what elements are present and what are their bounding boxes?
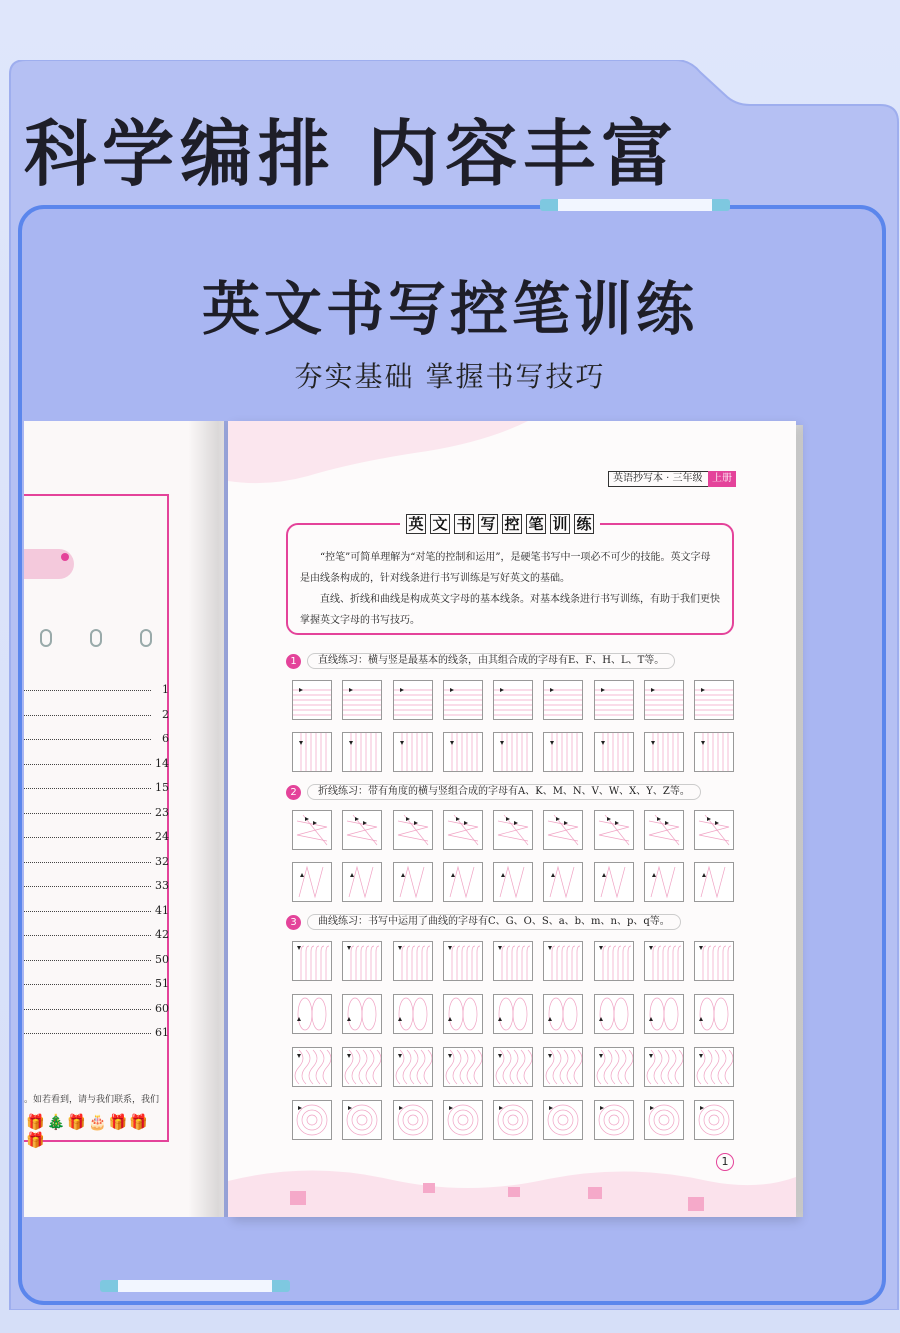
toc-page-number: 2	[162, 707, 169, 721]
practice-cell	[443, 941, 483, 981]
toc-leader	[24, 764, 151, 765]
practice-cell	[543, 810, 583, 850]
intro-title	[400, 511, 600, 537]
ring-icon	[140, 629, 152, 647]
practice-cell	[393, 941, 433, 981]
practice-cell	[443, 1047, 483, 1087]
practice-cell	[342, 994, 382, 1034]
practice-cell	[443, 862, 483, 902]
practice-cell	[694, 862, 734, 902]
toc-leader	[24, 960, 151, 961]
practice-cell	[443, 680, 483, 720]
practice-cell	[543, 732, 583, 772]
practice-row	[292, 862, 734, 902]
practice-cell	[342, 1100, 382, 1140]
practice-row	[292, 1047, 734, 1087]
toc-entry	[24, 1024, 169, 1044]
toc-leader	[24, 1033, 151, 1034]
ring-icon	[40, 629, 52, 647]
toc-page-number: 42	[155, 928, 169, 941]
intro-title-char: 写	[478, 514, 498, 534]
toc-page-number: 1	[162, 683, 169, 696]
toc-page-number: 60	[155, 1001, 169, 1015]
toc-page-number: 33	[155, 879, 169, 892]
practice-cell	[393, 732, 433, 772]
practice-cell	[644, 941, 684, 981]
practice-cell	[393, 810, 433, 850]
practice-cell	[393, 862, 433, 902]
practice-cell	[543, 1100, 583, 1140]
book-right-page	[228, 421, 796, 1217]
practice-cell	[393, 994, 433, 1034]
ring-icon	[90, 629, 102, 647]
practice-cell	[342, 680, 382, 720]
toc-entry	[24, 804, 169, 824]
intro-text	[300, 547, 720, 631]
practice-cell	[594, 732, 634, 772]
practice-cell	[493, 941, 533, 981]
practice-row	[292, 994, 734, 1034]
practice-cell	[694, 810, 734, 850]
practice-cell	[393, 1100, 433, 1140]
clip-top	[540, 199, 730, 211]
toc-entry	[24, 902, 169, 922]
toc-leader	[24, 984, 151, 985]
practice-cell	[493, 732, 533, 772]
practice-cell	[292, 732, 332, 772]
practice-cell	[493, 994, 533, 1034]
practice-cell	[292, 1100, 332, 1140]
intro-title-char: 文	[430, 514, 450, 534]
intro-title-char: 英	[406, 514, 426, 534]
bottom-wave-decoration	[228, 1161, 796, 1217]
section-2-head	[286, 784, 701, 800]
toc-leader	[24, 862, 151, 863]
toc-leader	[24, 911, 151, 912]
toc-leader	[24, 690, 151, 691]
toc-entry	[24, 975, 169, 995]
practice-cell	[594, 994, 634, 1034]
toc-page-number: 50	[155, 952, 169, 966]
practice-cell	[443, 732, 483, 772]
practice-cell	[292, 862, 332, 902]
practice-row	[292, 732, 734, 772]
clip-bottom	[100, 1280, 290, 1292]
practice-cell	[644, 1047, 684, 1087]
practice-cell	[292, 941, 332, 981]
toc-entry	[24, 926, 169, 946]
practice-cell	[543, 1047, 583, 1087]
feature-title: 英文书写控笔训练	[201, 275, 698, 343]
practice-cell	[644, 1100, 684, 1140]
toc-leader	[24, 715, 151, 716]
practice-cell	[644, 680, 684, 720]
practice-cell	[292, 810, 332, 850]
practice-cell	[594, 1047, 634, 1087]
practice-cell	[493, 810, 533, 850]
practice-cell	[694, 1100, 734, 1140]
section-badge: 1	[286, 654, 301, 669]
intro-title-char: 笔	[526, 514, 546, 534]
toc-entry	[24, 853, 169, 873]
section-3-head	[286, 914, 681, 930]
practice-cell	[543, 862, 583, 902]
page-header: 英语抄写本 · 三年级	[608, 471, 736, 487]
toc-entry	[24, 730, 169, 750]
practice-cell	[292, 1047, 332, 1087]
toc-entry	[24, 681, 169, 701]
toc-page-number: 23	[155, 805, 169, 819]
toc-leader	[24, 813, 151, 814]
toc-note: 。如若看到，请与我们联系，我们	[24, 1095, 160, 1105]
toc-leader	[24, 837, 151, 838]
practice-cell	[594, 1100, 634, 1140]
banner-title: 科学编排 内容丰富	[24, 112, 680, 196]
practice-cell	[694, 941, 734, 981]
toc-leader	[24, 739, 151, 740]
page-number: 1	[716, 1153, 734, 1171]
toc-entry	[24, 877, 169, 897]
toc-entry	[24, 828, 169, 848]
practice-cell	[644, 994, 684, 1034]
practice-cell	[644, 862, 684, 902]
practice-cell	[342, 810, 382, 850]
practice-cell	[342, 1047, 382, 1087]
toc-page-number: 15	[155, 781, 169, 794]
practice-cell	[694, 994, 734, 1034]
flower-icon	[61, 553, 69, 561]
practice-cell	[493, 680, 533, 720]
toc-leader	[24, 886, 151, 887]
intro-paragraph: “控笔”可简单理解为“对笔的控制和运用”，是硬笔书写中一项必不可少的技能。英文字母是由线条构成的，针对线条进行书写训练是写好英文的基础。	[300, 552, 711, 584]
section-badge: 3	[286, 915, 301, 930]
section-text: 直线练习：横与竖是最基本的线条，由其组合成的字母有E、F、H、L、T等。	[307, 653, 675, 669]
practice-row	[292, 1100, 734, 1140]
intro-paragraph: 直线、折线和曲线是构成英文字母的基本线条。对基本线条进行书写训练，有助于我们更快掌握英文字母的书写技巧。	[300, 594, 720, 626]
practice-cell	[694, 1047, 734, 1087]
practice-cell	[694, 732, 734, 772]
intro-title-char: 练	[574, 514, 594, 534]
toc-page-number: 14	[155, 756, 169, 770]
practice-cell	[342, 862, 382, 902]
practice-row	[292, 941, 734, 981]
practice-cell	[543, 994, 583, 1034]
toc-page-number: 61	[155, 1026, 169, 1039]
feature-caption: 夯实基础 掌握书写技巧	[294, 360, 606, 393]
practice-cell	[292, 680, 332, 720]
section-text: 折线练习：带有角度的横与竖组合成的字母有A、K、M、N、V、W、X、Y、Z等。	[307, 784, 701, 800]
toc-page-number: 51	[155, 977, 169, 990]
practice-cell	[443, 1100, 483, 1140]
practice-row	[292, 680, 734, 720]
toc-page-number: 32	[155, 854, 169, 868]
practice-cell	[543, 680, 583, 720]
toc-leader	[24, 1009, 151, 1010]
toc-page-number: 24	[155, 830, 169, 843]
practice-cell	[292, 994, 332, 1034]
practice-cell	[594, 810, 634, 850]
practice-cell	[493, 862, 533, 902]
practice-cell	[594, 862, 634, 902]
practice-cell	[694, 680, 734, 720]
toc-leader	[24, 788, 151, 789]
practice-cell	[543, 941, 583, 981]
toc-entry	[24, 951, 169, 971]
toc-entry	[24, 1000, 169, 1020]
section-1-head	[286, 653, 675, 669]
practice-cell	[594, 941, 634, 981]
toc-entry	[24, 779, 169, 799]
toc-entry	[24, 755, 169, 775]
intro-title-char: 控	[502, 514, 522, 534]
practice-cell	[644, 732, 684, 772]
practice-cell	[493, 1100, 533, 1140]
practice-cell	[443, 994, 483, 1034]
gift-decoration-icon: 🎁🎄🎁🎂🎁🎁🎁	[26, 1113, 151, 1149]
practice-cell	[443, 810, 483, 850]
intro-title-char: 训	[550, 514, 570, 534]
practice-cell	[342, 941, 382, 981]
practice-cell	[493, 1047, 533, 1087]
practice-cell	[644, 810, 684, 850]
toc-page-number: 41	[155, 903, 169, 917]
practice-cell	[393, 680, 433, 720]
practice-cell	[342, 732, 382, 772]
practice-cell	[393, 1047, 433, 1087]
toc-leader	[24, 935, 151, 936]
toc-entry	[24, 706, 169, 726]
pink-wave-decoration	[228, 421, 528, 491]
page-header-tag: 上册	[708, 471, 736, 487]
practice-cell	[594, 680, 634, 720]
intro-title-char: 书	[454, 514, 474, 534]
section-badge: 2	[286, 785, 301, 800]
section-text: 曲线练习：书写中运用了曲线的字母有C、G、O、S、a、b、m、n、p、q等。	[307, 914, 681, 930]
toc-page-number: 6	[162, 732, 169, 745]
practice-row	[292, 810, 734, 850]
